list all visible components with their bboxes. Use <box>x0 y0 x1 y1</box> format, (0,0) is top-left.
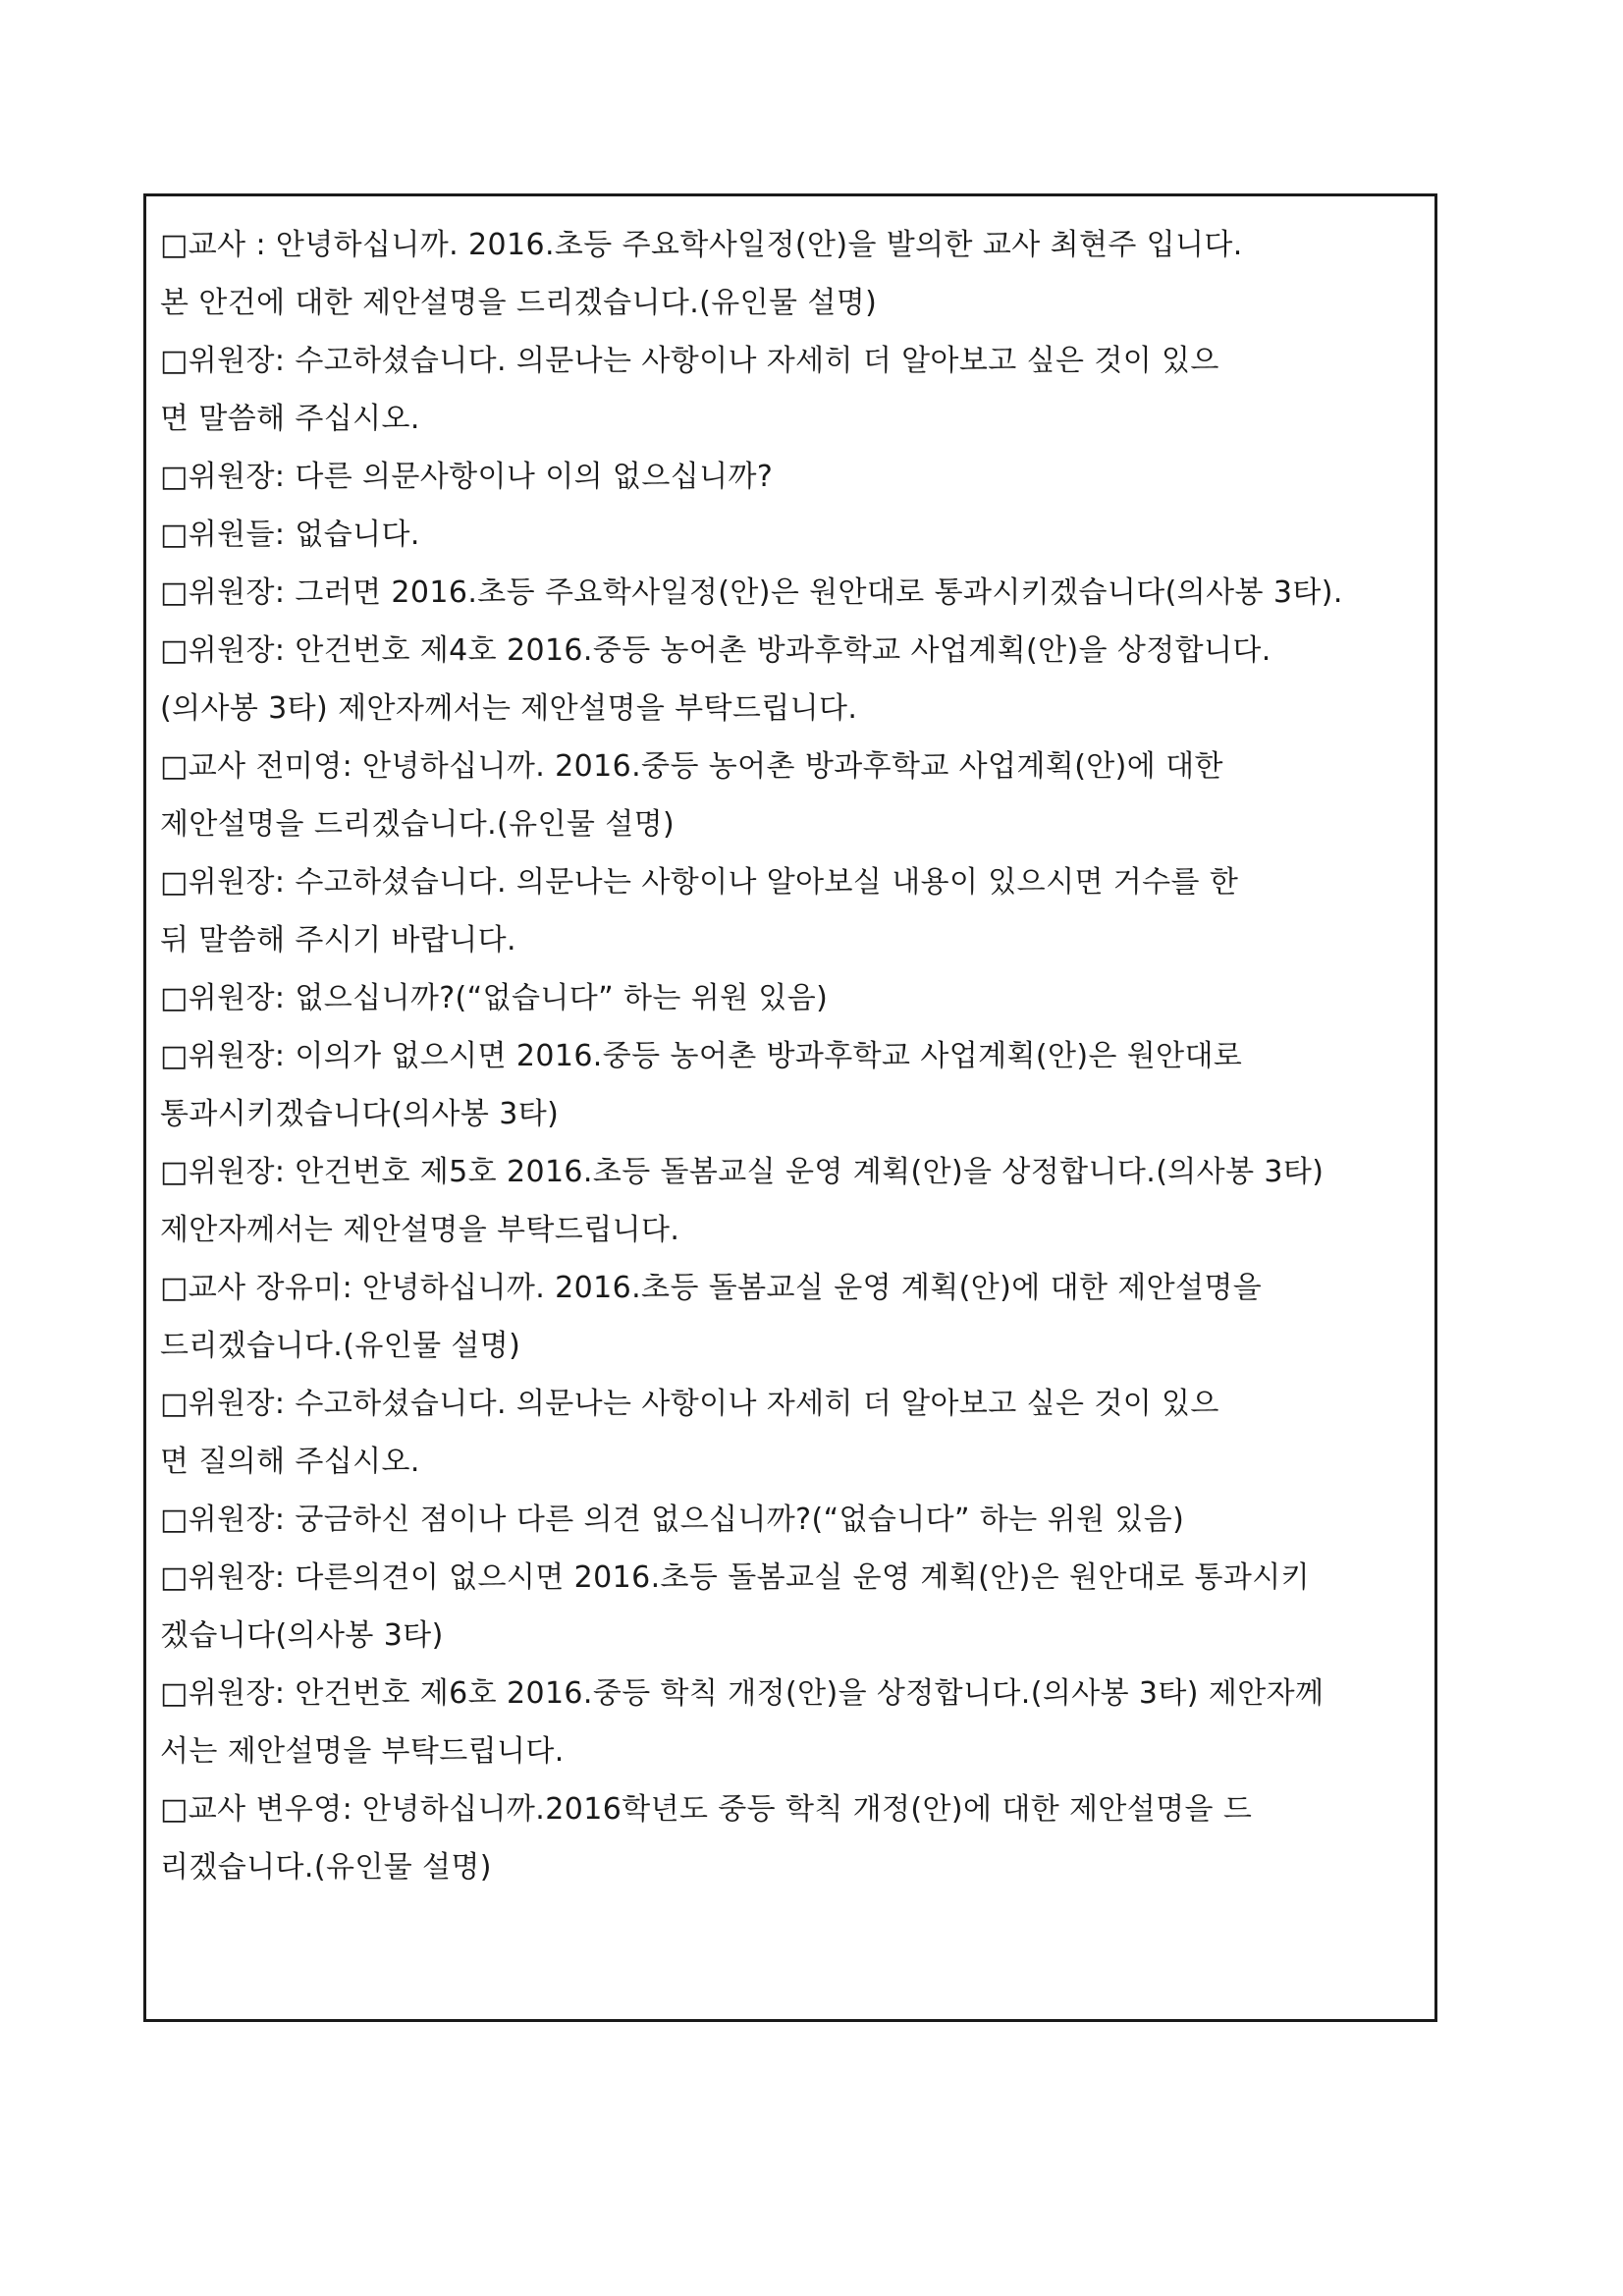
minutes-line: 통과시키겠습니다(의사봉 3타) <box>160 1097 560 1131</box>
minutes-line: □교사 장유미: 안녕하십니까. 2016.초등 돌봄교실 운영 계획(안)에 대한 제안설명을 <box>160 1271 1263 1305</box>
minutes-line: 본 안건에 대한 제안설명을 드리겠습니다.(유인물 설명) <box>160 286 878 320</box>
minutes-line: □위원장: 수고하셨습니다. 의문나는 사항이나 자세히 더 알아보고 싶은 것이 있으 <box>160 344 1219 378</box>
minutes-line: □위원장: 안건번호 제4호 2016.중등 농어촌 방과후학교 사업계획(안)을 상정합니다. <box>160 633 1271 668</box>
minutes-line: □교사 전미영: 안녕하십니까. 2016.중등 농어촌 방과후학교 사업계획(안)에 대한 <box>160 749 1223 784</box>
minutes-line: 면 질의해 주십시오. <box>160 1445 420 1479</box>
minutes-line: □교사 변우영: 안녕하십니까.2016학년도 중등 학칙 개정(안)에 대한 제안설명을 드 <box>160 1792 1253 1827</box>
minutes-line: 리겠습니다.(유인물 설명) <box>160 1850 492 1885</box>
minutes-line: 제안설명을 드리겠습니다.(유인물 설명) <box>160 807 676 842</box>
minutes-line: □위원장: 이의가 없으시면 2016.중등 농어촌 방과후학교 사업계획(안)은 원안대로 <box>160 1039 1243 1073</box>
minutes-line: □위원장: 다른 의문사항이나 이의 없으십니까? <box>160 460 774 494</box>
minutes-line: □위원장: 안건번호 제5호 2016.초등 돌봄교실 운영 계획(안)을 상정합니다.(의사봉 3타) <box>160 1155 1325 1189</box>
minutes-line: 뒤 말씀해 주시기 바랍니다. <box>160 923 516 957</box>
minutes-text <box>160 216 1419 1896</box>
minutes-line: 겠습니다(의사봉 3타) <box>160 1618 444 1653</box>
minutes-line: 서는 제안설명을 부탁드립니다. <box>160 1734 565 1769</box>
minutes-line: □위원장: 궁금하신 점이나 다른 의견 없으십니까?(“없습니다” 하는 위원 있음) <box>160 1503 1185 1537</box>
minutes-line: (의사봉 3타) 제안자께서는 제안설명을 부탁드립니다. <box>160 691 858 726</box>
minutes-line: □교사 : 안녕하십니까. 2016.초등 주요학사일정(안)을 발의한 교사 최현주 입니다. <box>160 228 1243 262</box>
minutes-line: □위원들: 없습니다. <box>160 518 420 552</box>
minutes-line: □위원장: 다른의견이 없으시면 2016.초등 돌봄교실 운영 계획(안)은 원안대로 통과시키 <box>160 1560 1310 1595</box>
minutes-line: 면 말씀해 주십시오. <box>160 402 420 436</box>
minutes-line: □위원장: 수고하셨습니다. 의문나는 사항이나 자세히 더 알아보고 싶은 것이 있으 <box>160 1387 1219 1421</box>
minutes-line: 드리겠습니다.(유인물 설명) <box>160 1329 521 1363</box>
minutes-line: □위원장: 없으십니까?(“없습니다” 하는 위원 있음) <box>160 981 829 1015</box>
minutes-line: □위원장: 그러면 2016.초등 주요학사일정(안)은 원안대로 통과시키겠습니다(의사봉 3타). <box>160 575 1343 610</box>
minutes-line: 제안자께서는 제안설명을 부탁드립니다. <box>160 1213 680 1247</box>
minutes-line: □위원장: 수고하셨습니다. 의문나는 사항이나 알아보실 내용이 있으시면 거수를 한 <box>160 865 1239 900</box>
minutes-frame <box>143 193 1437 2022</box>
minutes-line: □위원장: 안건번호 제6호 2016.중등 학칙 개정(안)을 상정합니다.(의사봉 3타) 제안자께 <box>160 1676 1325 1711</box>
